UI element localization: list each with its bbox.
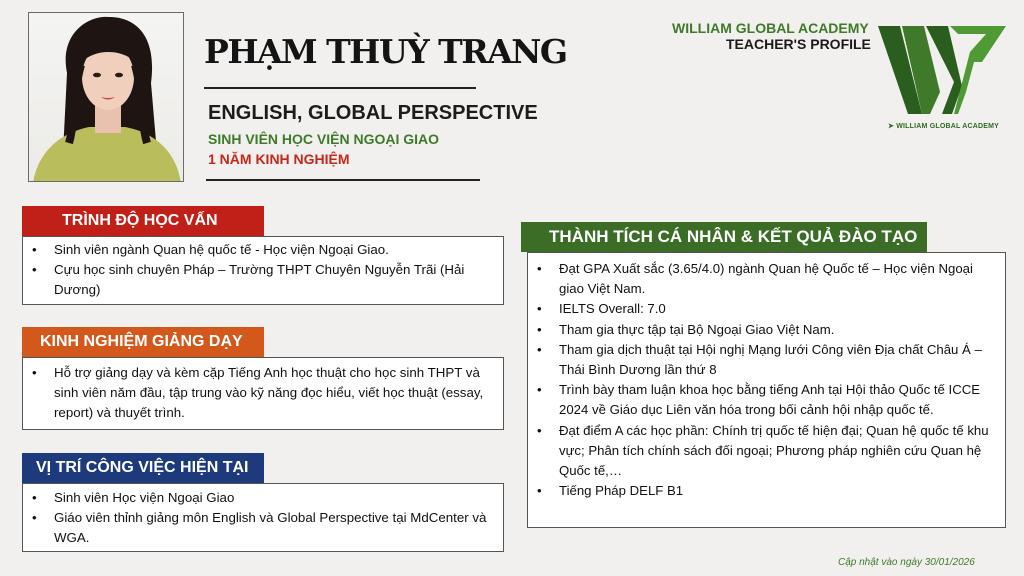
section-header-teaching: KINH NGHIỆM GIẢNG DẠY	[22, 327, 264, 357]
list-item: • Tiếng Pháp DELF B1	[528, 481, 999, 501]
section-box-education	[22, 236, 504, 305]
section-box-achievements	[527, 252, 1006, 528]
list-item: • Đạt GPA Xuất sắc (3.65/4.0) ngành Quan hệ Quốc tế – Học viện Ngoại giao Việt Nam.	[528, 259, 999, 299]
portrait-image	[29, 13, 184, 182]
list-item: • Giáo viên thỉnh giảng môn English và Global Perspective tại MdCenter và WGA.	[23, 508, 495, 548]
update-date: Cập nhật vào ngày 30/01/2026	[838, 557, 975, 568]
school-affiliation: SINH VIÊN HỌC VIỆN NGOẠI GIAO	[208, 131, 440, 147]
arrow-icon: ➤	[888, 123, 897, 130]
teacher-name: PHẠM THUỲ TRANG	[204, 32, 567, 71]
section-header-achievements: THÀNH TÍCH CÁ NHÂN & KẾT QUẢ ĐÀO TẠO	[521, 222, 927, 252]
logo-caption: ➤ WILLIAM GLOBAL ACADEMY	[888, 123, 999, 130]
subtitle-divider	[206, 179, 480, 181]
list-item: • Sinh viên ngành Quan hệ quốc tế - Học viện Ngoại Giao.	[23, 240, 497, 260]
name-underline	[204, 87, 476, 89]
w-logo-icon	[878, 22, 1006, 118]
section-header-education: TRÌNH ĐỘ HỌC VẤN	[22, 206, 264, 236]
section-header-position: VỊ TRÍ CÔNG VIỆC HIỆN TẠI	[22, 453, 264, 483]
list-item: • Tham gia thực tập tại Bộ Ngoại Giao Việt Nam.	[528, 320, 999, 340]
list-item: • Hỗ trợ giảng dạy và kèm cặp Tiếng Anh học thuật cho học sinh THPT và sinh viên năm đầu, tập trung vào kỹ năng đọc hiểu, viết học thuật (essay, report) và thuyết trình.	[23, 363, 495, 424]
list-item: • Tham gia dịch thuật tại Hội nghị Mạng lưới Công viên Địa chất Châu Á – Thái Bình Dương lần thứ 8	[528, 340, 999, 380]
profile-photo	[28, 12, 184, 182]
brand-profile-label: TEACHER'S PROFILE	[726, 36, 871, 52]
list-item: • Đạt điểm A các học phần: Chính trị quốc tế hiện đại; Quan hệ quốc tế khu vực; Phân tích chính sách đối ngoại; Phương pháp nghiên cứu Quan hệ Quốc tế,…	[528, 421, 999, 482]
section-box-position	[22, 483, 504, 552]
section-box-teaching	[22, 357, 504, 430]
list-item: • Cựu học sinh chuyên Pháp – Trường THPT Chuyên Nguyễn Trãi (Hải Dương)	[23, 260, 497, 300]
list-item: • Sinh viên Học viện Ngoại Giao	[23, 488, 495, 508]
teaching-subject: ENGLISH, GLOBAL PERSPECTIVE	[208, 102, 538, 124]
list-item: • IELTS Overall: 7.0	[528, 299, 999, 319]
years-experience: 1 NĂM KINH NGHIỆM	[208, 151, 350, 167]
list-item: • Trình bày tham luận khoa học bằng tiếng Anh tại Hội thảo Quốc tế ICCE 2024 về Giáo dục Liên văn hóa trong bối cảnh hội nhập quốc tế.	[528, 380, 999, 420]
brand-academy-name: WILLIAM GLOBAL ACADEMY	[672, 20, 869, 36]
